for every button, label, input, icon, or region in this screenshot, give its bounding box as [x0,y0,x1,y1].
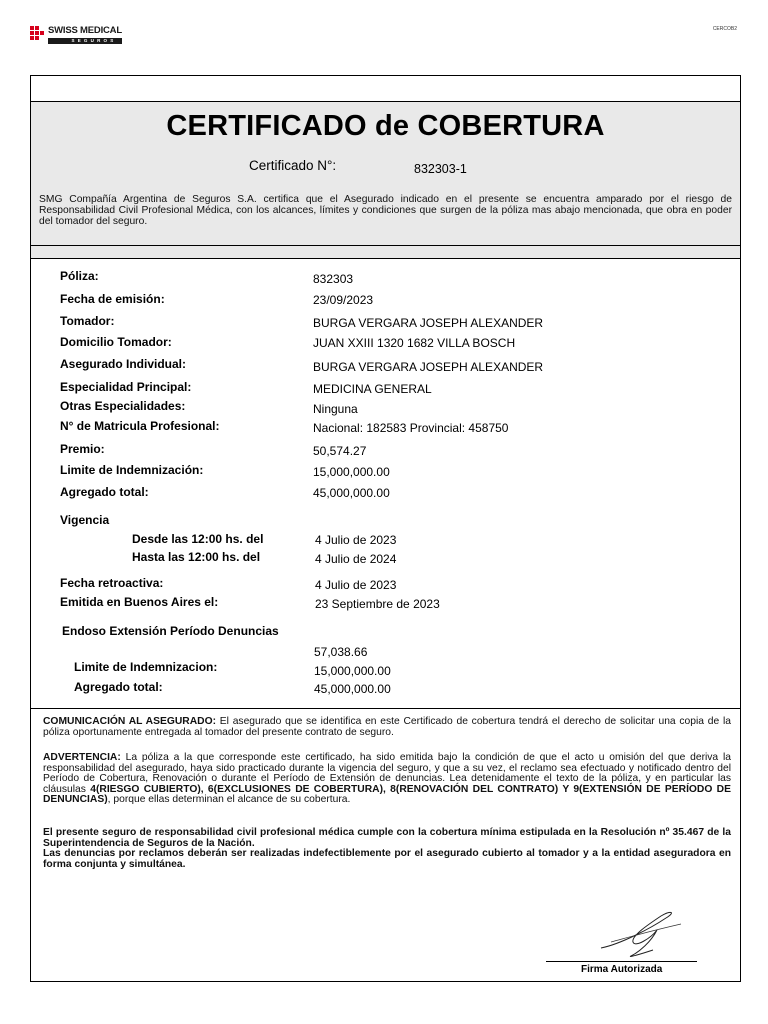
field-value-asegurado: BURGA VERGARA JOSEPH ALEXANDER [313,360,544,374]
certificate-number: 832303-1 [414,162,467,176]
final-notice-line1: El presente seguro de responsabilidad civil profesional médica cumple con la cobertura mínima estipulada en la Resolución nº 35.467 de la Superintendencia de Seguros de la Nación. [43,827,731,849]
notice-divider [31,708,740,709]
field-label-limite: Limite de Indemnización: [60,463,204,477]
field-label-premio: Premio: [60,442,105,456]
intro-paragraph: SMG Compañía Argentina de Seguros S.A. certifica que el Asegurado indicado en el presente se encuentra amparado por el riesgo de Responsabilidad Civil Profesional Médica, con los alcances, límites y condiciones que surgen de la póliza mas abajo mencionada, que obra en poder del tomador del seguro. [39,194,732,227]
section-divider [31,245,740,246]
field-value-poliza: 832303 [313,272,354,286]
field-value-matricula: Nacional: 182583 Provincial: 458750 [313,421,509,435]
field-label-asegurado: Asegurado Individual: [60,357,187,371]
field-label-domicilio: Domicilio Tomador: [60,335,172,349]
cross-logo-icon [30,26,44,42]
field-value-otras: Ninguna [313,402,358,416]
field-value-limite: 15,000,000.00 [313,465,390,479]
vigencia-hasta-label: Hasta las 12:00 hs. del [132,550,261,564]
endoso-premio-value: 57,038.66 [314,645,368,659]
emitida-value: 23 Septiembre de 2023 [315,597,440,611]
signature-scribble [591,908,701,964]
field-value-premio: 50,574.27 [313,444,367,458]
vigencia-label: Vigencia [60,513,110,527]
endoso-agregado-label: Agregado total: [74,680,163,694]
advertencia-text-end: , porque ellas determinan el alcance de su cobertura. [107,794,351,806]
field-label-especialidad: Especialidad Principal: [60,380,192,394]
certificate-number-label: Certificado N°: [249,158,337,173]
document-code: CERCOB2 [712,26,737,32]
advertencia-paragraph [43,753,731,806]
endoso-agregado-value: 45,000,000.00 [314,682,391,696]
comunicacion-text: El asegurado que se identifica en este Certificado de cobertura tendrá el derecho de solicitar una copia de la póliza oportunamente entregada al tomador del presente contrato de seguro. [43,716,732,738]
vigencia-desde-value: 4 Julio de 2023 [315,533,397,547]
field-label-otras: Otras Especialidades: [60,399,186,413]
comunicacion-paragraph [43,717,731,738]
vigencia-hasta-value: 4 Julio de 2024 [315,552,397,566]
final-notice [43,828,731,870]
field-value-especialidad: MEDICINA GENERAL [313,382,432,396]
field-value-domicilio: JUAN XXIII 1320 1682 VILLA BOSCH [313,336,516,350]
endoso-title: Endoso Extensión Período Denuncias [62,624,279,638]
certificate-frame [30,75,741,982]
endoso-limite-label: Limite de Indemnizacion: [74,660,218,674]
final-notice-line2: Las denuncias por reclamos deberán ser realizadas indefectiblemente por el asegurado cubierto al tomador y a la entidad aseguradora en forma conjunta y simultánea. [43,848,731,870]
signature-label: Firma Autorizada [581,964,663,975]
comunicacion-title: COMUNICACIÓN AL ASEGURADO: [43,716,217,727]
field-label-agregado: Agregado total: [60,485,149,499]
fecha-retroactiva-value: 4 Julio de 2023 [315,578,397,592]
field-label-tomador: Tomador: [60,314,115,328]
vigencia-desde-label: Desde las 12:00 hs. del [132,532,264,546]
field-label-fecha-emision: Fecha de emisión: [60,292,165,306]
swiss-medical-logo [30,26,122,44]
advertencia-clauses: 4(RIESGO CUBIERTO), 6(EXCLUSIONES DE COBERTURA), 8(RENOVACIÓN DEL CONTRATO) Y 9(EXTENSIÓN DE PERÍODO DE DENUNCIAS) [43,783,731,806]
advertencia-title: ADVERTENCIA: [43,752,121,763]
logo-name: SWISS MEDICAL [48,25,122,36]
field-value-agregado: 45,000,000.00 [313,486,390,500]
field-value-fecha-emision: 23/09/2023 [313,293,374,307]
advertencia-text: La póliza a la que corresponde este certificado, ha sido emitida bajo la condición de que el acto u omisión del que deriva la responsabilidad del asegurado, haya sido practicado durante la vigencia del seguro, y que a su vez, el reclamo sea efectuado y notificado dentro del Período de Cobertura, Renovación o durante el Período de Extensión de denuncias. Lea detenidamente el texto de la póliza, y en particular las cláusulas [43,752,731,795]
signature-line [546,961,697,962]
field-value-tomador: BURGA VERGARA JOSEPH ALEXANDER [313,316,544,330]
page-title: CERTIFICADO de COBERTURA [166,110,605,142]
field-label-matricula: N° de Matricula Profesional: [60,419,220,433]
endoso-limite-value: 15,000,000.00 [314,664,391,678]
fecha-retroactiva-label: Fecha retroactiva: [60,576,164,590]
emitida-label: Emitida en Buenos Aires el: [60,595,219,609]
logo-subtitle: SEGUROS [48,38,122,44]
field-label-poliza: Póliza: [60,269,99,283]
